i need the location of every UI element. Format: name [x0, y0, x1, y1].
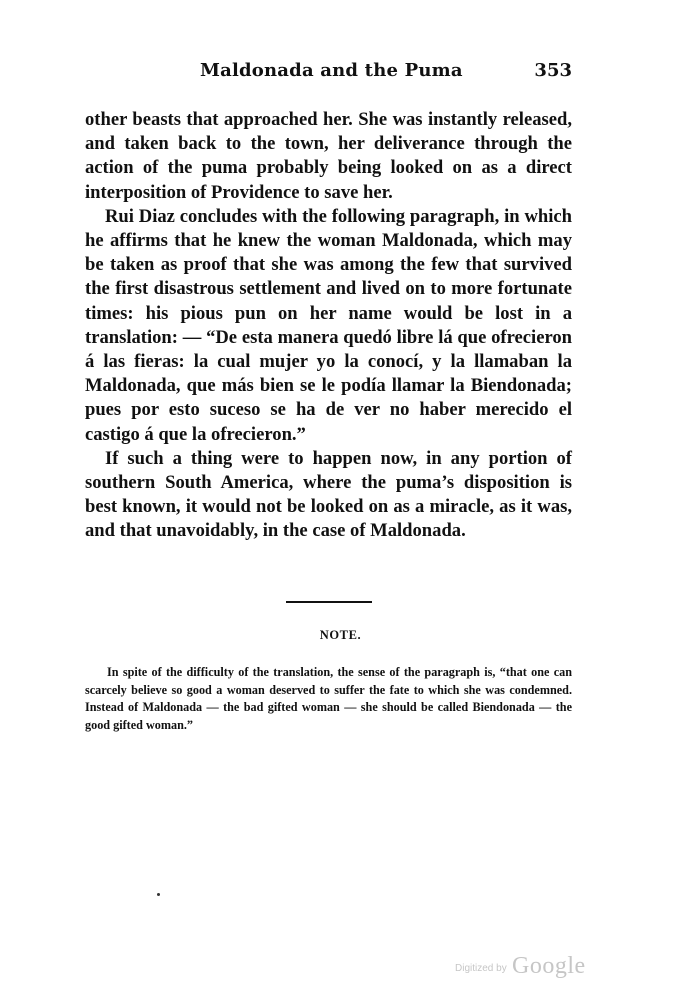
page-number: 353 [534, 60, 572, 81]
note-heading: NOTE. [319, 628, 362, 642]
section-divider [286, 601, 372, 603]
digitized-watermark [455, 953, 605, 983]
running-title: Maldonada and the Puma [200, 60, 463, 81]
paragraph-continuation: other beasts that approached her. She was instantly released, and taken back to the town, her deliverance through the action of the puma probably being looked on as a direct interposition of Providence to save her. [85, 109, 572, 203]
note-text [85, 664, 572, 734]
paragraph-southern-america: If such a thing were to happen now, in any portion of southern South America, where the puma’s disposition is best known, it would not be looked on as a miracle, as it was, and that unavoidably, in the case of Maldonada. [85, 447, 572, 542]
body-text [85, 108, 572, 544]
digitized-label: Digitized by [455, 963, 507, 974]
running-head [200, 60, 572, 88]
paragraph-rui-diaz: Rui Diaz concludes with the following paragraph, in which he affirms that he knew the woman Maldonada, which may be taken as proof that she was among the few that survived the first disastrous settlement and lived on to more fortunate times: his pious pun on her name would be lost in a translation: — “De esta manera quedó libre lá que ofrecieron á las fieras: la cual mujer yo la conocí, y la llamaban la Maldonada, que más bien se le podía llamar la Biendonada; pues por esto suceso se ha de ver no haber merecido el castigo á que la ofrecieron.” [85, 205, 572, 445]
stray-mark [157, 893, 160, 896]
google-logo: Google [512, 953, 586, 979]
note-paragraph: In spite of the difficulty of the translation, the sense of the paragraph is, “that one can scarcely believe so good a woman deserved to suffer the fate to which she was condemned. Instead of Maldonada — the bad gifted woman — she should be called Biendonada — the good gifted woman.” [85, 665, 572, 732]
